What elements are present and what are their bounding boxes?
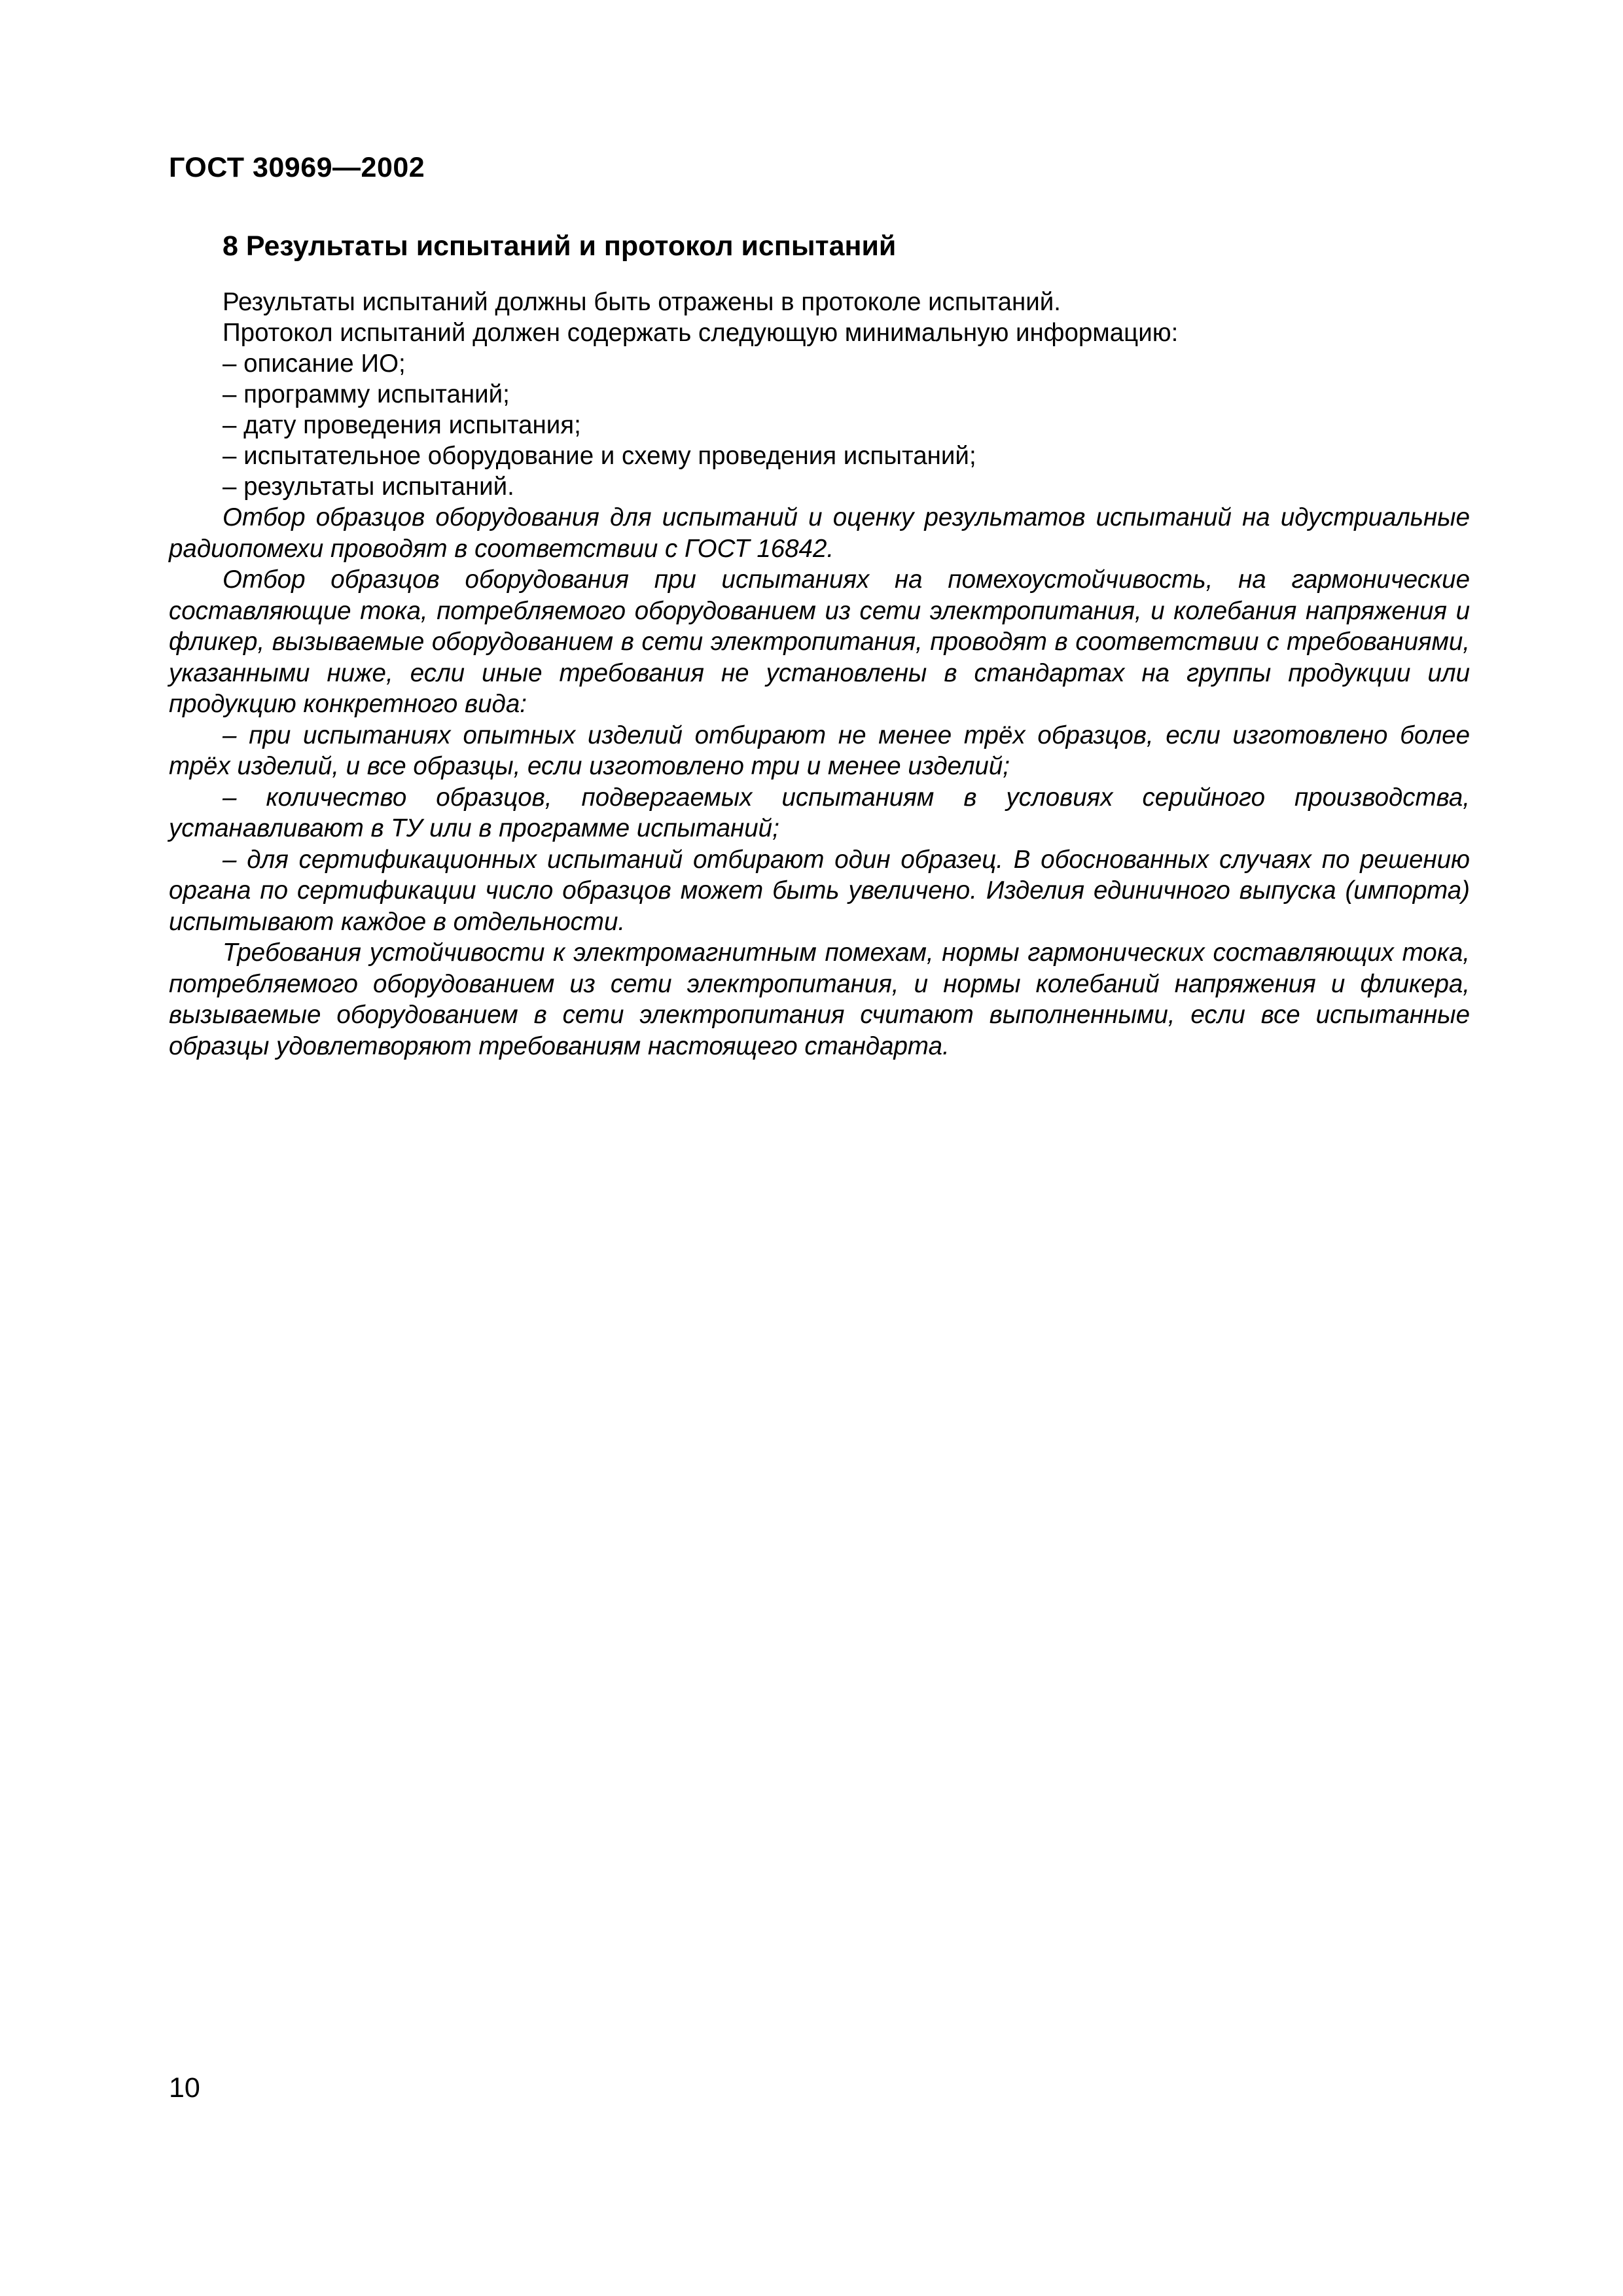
page-number: 10 — [169, 2072, 200, 2104]
intro-paragraph: Результаты испытаний должны быть отражены в протоколе испытаний. — [223, 288, 1061, 316]
sampling-list-item: – для сертификационных испытаний отбирают один образец. В обоснованных случаях по решению органа по сертификации число образцов может быть увеличено. Изделия единичного выпуска (импорта) испытывают каждое в отдельности. — [169, 845, 1470, 936]
list-item: – описание ИО; — [223, 350, 406, 378]
list-item: – испытательное оборудование и схему проведения испытаний; — [223, 442, 976, 470]
section-title: 8 Результаты испытаний и протокол испытаний — [223, 230, 897, 262]
document-header: ГОСТ 30969—2002 — [169, 152, 425, 183]
requirements-paragraph: Требования устойчивости к электромагнитным помехам, нормы гармонических составляющих тока, потребляемого оборудованием из сети электропитания, и нормы колебаний напряжения и фликера, вызываемые оборудованием в сети электропитания считают выполненными, если все испытанные образцы удовлетворяют требованиям настоящего стандарта. — [169, 939, 1470, 1060]
sampling-paragraph: Отбор образцов оборудования для испытаний и оценку результатов испытаний на идустриальные радиопомехи проводят в соответствии с ГОСТ 16842. — [169, 503, 1470, 563]
list-item: – программу испытаний; — [223, 380, 510, 408]
intro-paragraph: Протокол испытаний должен содержать следующую минимальную информацию: — [223, 319, 1179, 347]
section-body — [169, 287, 1470, 1062]
sampling-list-item: – при испытаниях опытных изделий отбирают не менее трёх образцов, если изготовлено более трёх изделий, и все образцы, если изготовлено три и менее изделий; — [169, 721, 1470, 780]
list-item: – дату проведения испытания; — [223, 411, 581, 439]
sampling-paragraph: Отбор образцов оборудования при испытаниях на помехоустойчивость, на гармонические составляющие тока, потребляемого оборудованием из сети электропитания, и колебания напряжения и фликер, вызываемые оборудованием в сети электропитания, проводят в соответствии с требованиями, указанными ниже, если иные требования не установлены в стандартах на группы продукции или продукцию конкретного вида: — [169, 565, 1470, 718]
sampling-list-item: – количество образцов, подвергаемых испытаниям в условиях серийного производства, устанавливают в ТУ или в программе испытаний; — [169, 783, 1470, 842]
list-item: – результаты испытаний. — [223, 473, 514, 501]
